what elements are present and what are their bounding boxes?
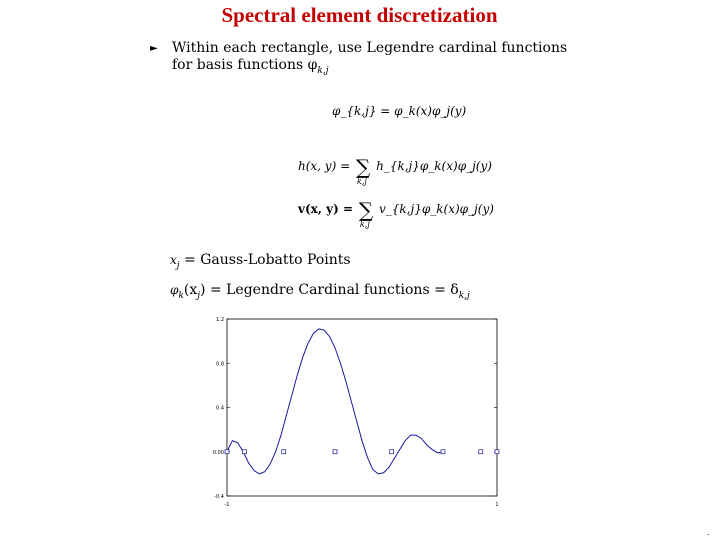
sum-symbol: ∑ k,j xyxy=(358,198,374,229)
bullet-arrow-icon: ► xyxy=(150,43,158,54)
cardinal-function-plot xyxy=(210,316,510,516)
gauss-lobatto-line: $x_j$ = Gauss-Lobatto Points xyxy=(170,252,351,271)
equation-phi-product: φ_{k,j} = φ_k(x)φ_j(y) xyxy=(332,104,467,118)
bullet-text xyxy=(172,40,632,80)
bullet-line-2: for basis functions $\varphi_{k,j}$ xyxy=(172,57,329,76)
y-tick-label: -0.4 xyxy=(214,494,224,500)
sum-symbol: ∑ k,j xyxy=(355,155,371,186)
y-tick-label: 0.00 xyxy=(212,449,224,456)
x-tick-label: -1 xyxy=(224,502,230,508)
cardinal-functions-line: $\varphi_k(x_j)$ = Legendre Cardinal functions = $\delta_{k,j}$ xyxy=(170,282,470,301)
bullet-line-1: Within each rectangle, use Legendre cardinal functions xyxy=(172,40,568,56)
y-tick-label: 1.2 xyxy=(216,317,224,323)
node-marker xyxy=(243,450,247,454)
y-axis-ticks xyxy=(213,317,497,500)
y-tick-label: 0.8 xyxy=(216,361,224,368)
node-marker xyxy=(479,450,483,454)
node-marker xyxy=(282,450,286,454)
node-marker xyxy=(441,450,445,454)
node-markers xyxy=(225,450,499,454)
x-tick-label: 1 xyxy=(495,502,499,508)
node-marker xyxy=(225,450,229,454)
node-marker xyxy=(333,450,337,454)
node-marker xyxy=(390,450,394,454)
node-marker xyxy=(495,450,499,454)
equation-h-expansion: h(x, y) = ∑ k,j h_{k,j}φ_k(x)φ_j(y) xyxy=(298,155,492,186)
slide-title: Spectral element discretization xyxy=(221,3,498,27)
equation-v-expansion: v(x, y) = ∑ k,j v_{k,j}φ_k(x)φ_j(y) xyxy=(298,198,494,229)
corner-mark: . xyxy=(707,528,710,537)
x-axis-ticks xyxy=(225,502,499,508)
plot-frame xyxy=(227,319,497,496)
y-tick-label: 0.4 xyxy=(216,405,224,412)
